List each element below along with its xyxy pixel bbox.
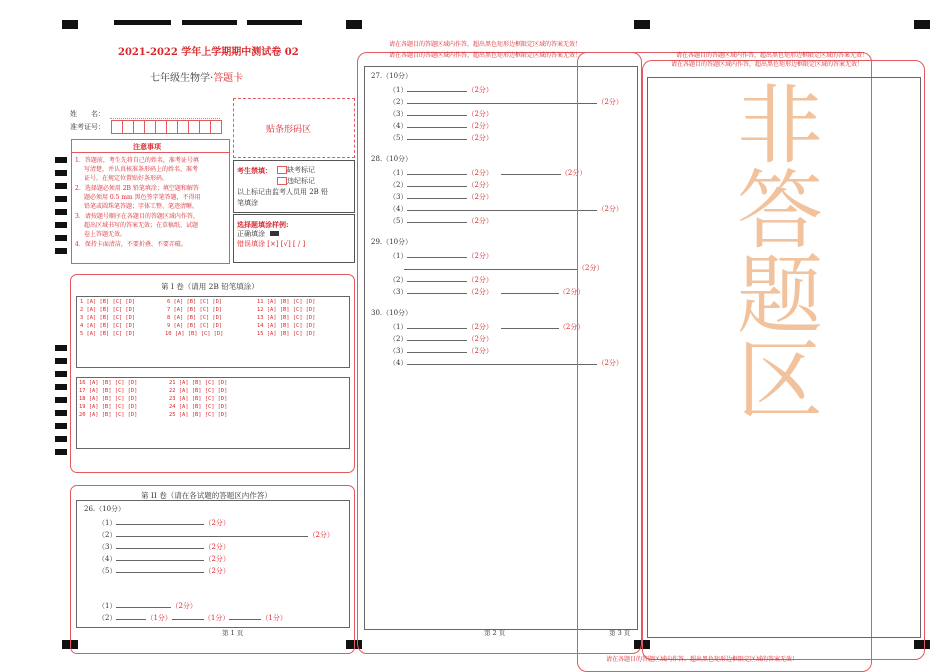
watermark-char-2: 答 [737,161,823,261]
notice-line-4: 2．选择题必须用 2B 铅笔填涂；填空题和解答 [75,185,199,192]
violate-mark-box[interactable] [277,177,287,185]
mc-q24[interactable]: 24 [A] [B] [C] [D] [169,404,228,410]
mc-q18[interactable]: 18 [A] [B] [C] [D] [79,396,138,402]
mc-q23[interactable]: 23 [A] [B] [C] [D] [169,396,228,402]
mc-q8[interactable]: 8 [A] [B] [C] [D] [167,315,223,321]
q26-title: 26.（10分） [84,505,126,513]
mc-q6[interactable]: 6 [A] [B] [C] [D] [167,299,223,305]
subtitle-main: 七年级生物学· [150,73,214,84]
mc-q10[interactable]: 10 [A] [B] [C] [D] [165,331,224,337]
page3-warning-1: 请在各题目的答题区域内作答，超出黑色矩形边框限定区域的答案无效！ [676,52,869,59]
q30-4[interactable]: （4） （2分） [389,359,623,367]
fill-correct-sample [270,231,279,236]
q27-3[interactable]: （3） （2分） [389,110,493,118]
page3-number: 第 3 页 [609,629,631,637]
fill-correct-label: 正确填涂 [237,230,265,238]
q26-7[interactable]: （2） （1分） （1分） （1分） [98,614,287,622]
mc-q22[interactable]: 22 [A] [B] [C] [D] [169,388,228,394]
mc-q17[interactable]: 17 [A] [B] [C] [D] [79,388,138,394]
name-label: 姓 名： [70,110,105,118]
notice-line-9: 卷上答题无效。 [84,231,127,238]
q29-1a[interactable]: （1） （2分） [389,252,493,260]
mc-q3[interactable]: 3 [A] [B] [C] [D] [80,315,136,321]
q29-1b[interactable]: （2分） [404,263,603,272]
forbid-label: 考生禁填： [237,166,272,175]
q30-2[interactable]: （2） （2分） [389,335,493,343]
forbid-miss: 缺考标记 [287,166,315,174]
q29-2[interactable]: （2） （2分） [389,276,493,284]
name-field[interactable] [110,118,220,119]
notice-line-1: 1．答题前，考生先将自己的姓名，准考证号填 [75,157,199,164]
q30-1[interactable]: （1） （2分） （2分） [389,323,585,331]
mc-q1[interactable]: 1 [A] [B] [C] [D] [80,299,136,305]
mc-q19[interactable]: 19 [A] [B] [C] [D] [79,404,138,410]
exam-title: 2021-2022 学年上学期期中测试卷 02 [118,47,299,58]
notice-line-10: 4．保持卡面清洁，不要折叠、不要弄破。 [75,241,187,248]
forbid-violate: 违纪标记 [287,177,315,185]
q26-6[interactable]: （1） （2分） [98,602,197,610]
mc-q5[interactable]: 5 [A] [B] [C] [D] [80,331,136,337]
page2-warning-2: 请在各题目的答题区域内作答，超出黑色矩形边框限定区域的答案无效！ [389,52,582,59]
page2-number: 第 2 页 [484,629,506,637]
mc-q21[interactable]: 21 [A] [B] [C] [D] [169,380,228,386]
notice-line-5: 题必须用 0.5 mm 黑色签字笔答题，不得用 [84,194,201,201]
q30-3[interactable]: （3） （2分） [389,347,493,355]
q28-3[interactable]: （3） （2分） [389,193,493,201]
notice-header-line [71,152,229,153]
q28-4[interactable]: （4） （2分） [389,205,623,213]
q26-4[interactable]: （4） （2分） [98,555,230,563]
q27-5[interactable]: （5） （2分） [389,134,493,142]
q28-2[interactable]: （2） （2分） [389,181,493,189]
mc-q16[interactable]: 16 [A] [B] [C] [D] [79,380,138,386]
watermark-char-1: 非 [737,76,823,176]
q28-1[interactable]: （1） （2分） （2分） [389,169,587,177]
mc-q7[interactable]: 7 [A] [B] [C] [D] [167,307,223,313]
page3-warning-2: 请在各题目的答题区域内作答，超出黑色矩形边框限定区域的答案无效！ [671,61,864,68]
notice-line-3: 证号，在规定位置贴好条形码。 [84,175,169,182]
fill-sample-title: 选择题填涂样例: [237,220,289,229]
notice-line-2: 写清楚，并认真核准条形码上的姓名、准考 [84,166,199,173]
q26-2[interactable]: （2） （2分） [98,531,334,539]
mc-q15[interactable]: 15 [A] [B] [C] [D] [257,331,316,337]
forbid-note-2: 笔填涂 [237,199,258,207]
forbid-note-1: 以上标记由监考人员用 2B 铅 [237,188,329,196]
mc-q4[interactable]: 4 [A] [B] [C] [D] [80,323,136,329]
q29-title: 29.（10分） [371,238,413,246]
page3-warning-bottom: 请在各题目的答题区域内作答，超出黑色矩形边框限定区域的答案无效！ [606,656,799,663]
miss-mark-box[interactable] [277,166,287,174]
subtitle-red: 答题卡 [213,73,244,84]
watermark-char-3: 题 [737,246,823,346]
notice-title: 注意事项 [133,142,161,151]
page2-warning-1: 请在各题目的答题区域内作答，超出黑色矩形边框限定区域的答案无效！ [389,41,582,48]
barcode-label: 贴条形码区 [266,125,312,135]
notice-line-8: 超出区域书写的答案无效；在草稿纸、试题 [84,222,199,229]
page1-number: 第 1 页 [222,629,244,637]
mc-q25[interactable]: 25 [A] [B] [C] [D] [169,412,228,418]
notice-line-7: 3．请按题号顺序在各题目的答题区域内作答， [75,213,199,220]
q26-5[interactable]: （5） （2分） [98,567,230,575]
part2-title: 第 II 卷（请在各试题的答题区内作答） [141,491,272,500]
id-boxes[interactable] [111,120,222,134]
exam-subtitle [150,74,243,84]
mc-q9[interactable]: 9 [A] [B] [C] [D] [167,323,223,329]
notice-line-6: 铅笔或圆珠笔答题；字体工整、笔迹清晰。 [84,203,199,210]
id-label: 准考证号： [70,123,105,131]
q27-title: 27.（10分） [371,72,413,80]
q27-1[interactable]: （1） （2分） [389,86,493,94]
q28-title: 28.（10分） [371,155,413,163]
fill-correct [237,231,279,238]
mc-q12[interactable]: 12 [A] [B] [C] [D] [257,307,316,313]
q26-1[interactable]: （1） （2分） [98,519,230,527]
mc-q13[interactable]: 13 [A] [B] [C] [D] [257,315,316,321]
q30-title: 30.（10分） [371,309,413,317]
mc-q2[interactable]: 2 [A] [B] [C] [D] [80,307,136,313]
q26-3[interactable]: （3） （2分） [98,543,230,551]
fill-wrong: 错误填涂 [×] [√] [ / ] [237,240,306,248]
mc-q11[interactable]: 11 [A] [B] [C] [D] [257,299,316,305]
part1-title: 第 I 卷（请用 2B 铅笔填涂） [161,282,259,291]
watermark-char-4: 区 [737,331,823,431]
mc-q14[interactable]: 14 [A] [B] [C] [D] [257,323,316,329]
mc-q20[interactable]: 20 [A] [B] [C] [D] [79,412,138,418]
q28-5[interactable]: （5） （2分） [389,217,493,225]
q27-4[interactable]: （4） （2分） [389,122,493,130]
q29-3[interactable]: （3） （2分） （2分） [389,288,585,296]
q27-2[interactable]: （2） （2分） [389,98,623,106]
